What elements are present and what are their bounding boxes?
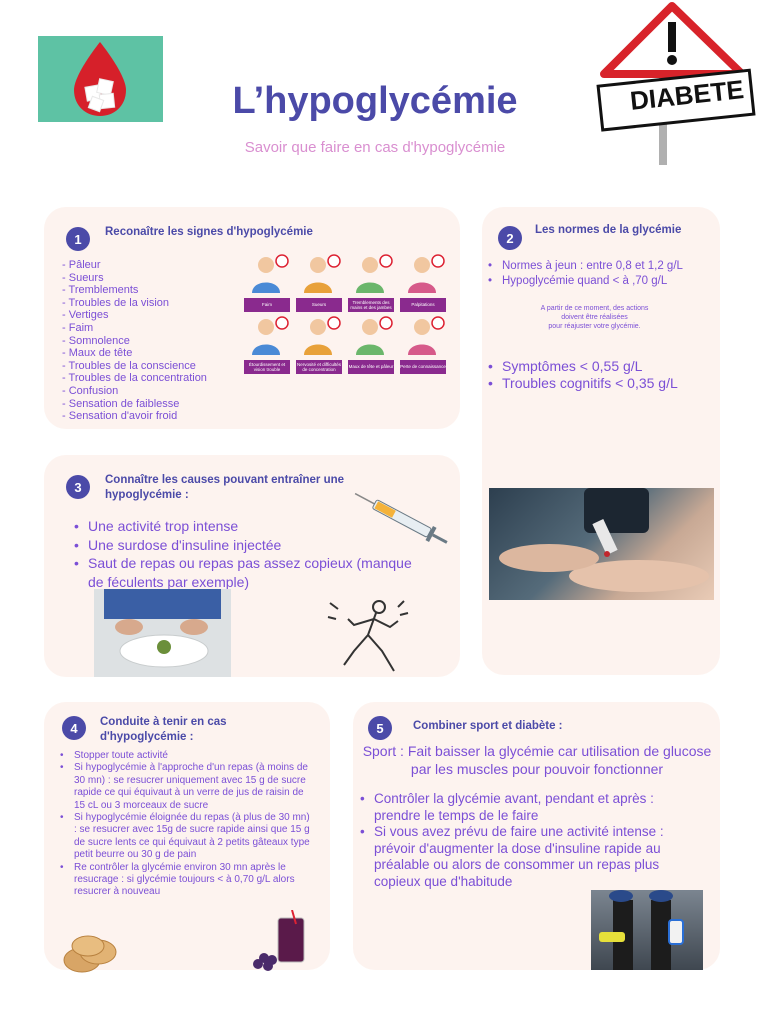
symptom-tile	[296, 315, 342, 373]
person-icon	[348, 315, 394, 355]
step-badge: 3	[66, 475, 90, 499]
sport-photo	[591, 890, 703, 970]
sign-item: - Troubles de la vision	[62, 297, 207, 310]
conduct-list	[60, 750, 312, 899]
person-icon	[244, 253, 290, 293]
card-causes	[44, 455, 460, 677]
action-note: A partir de ce moment, des actions doivent être réalisées pour réajuster votre glycémie.	[540, 305, 649, 330]
sign-item: - Troubles de la conscience	[62, 360, 207, 373]
symptom-tile-label: Maux de tête et pâleur	[348, 360, 394, 374]
symptom-tile-label: Perte de connaissance	[400, 360, 446, 374]
symptom-item: • Troubles cognitifs < 0,35 g/L	[488, 375, 678, 392]
grape-juice-icon	[252, 910, 324, 972]
sign-item: - Maux de tête	[62, 347, 207, 360]
symptom-tile-label: Sueurs	[296, 298, 342, 312]
symptom-tile-label: Nervosité et difficultés de concentration	[297, 361, 341, 372]
card-title: Connaître les causes pouvant entraîner une hypoglycémie :	[105, 474, 345, 501]
step-badge: 1	[66, 227, 90, 251]
conduct-item: • Si hypoglycémie éloignée du repas (à plus de 30 mn) : se resucrer avec 15g de sucre rapide ainsi que 15 g de sucre lents ce qui équivaut à 2 petits gâteaux type petit beurre ou 30 g de pain	[60, 812, 312, 862]
symptom-tile-label: Étourdissement et vision trouble	[244, 360, 290, 374]
card-signs	[44, 207, 460, 429]
step-badge: 2	[498, 226, 522, 250]
signs-list	[62, 259, 207, 423]
norm-item: • Hypoglycémie quand < à ,70 g/L	[488, 274, 683, 289]
cause-item: • Une surdose d'insuline injectée	[74, 536, 414, 555]
sport-item: • Si vous avez prévu de faire une activité intense : prévoir d'augmenter la dose d'insuline rapide au préalable ou alors de consommer un repas plus copieux que d'habitude	[360, 824, 690, 890]
symptoms-list	[488, 358, 678, 392]
symptom-tile-label: Faim	[244, 298, 290, 312]
sign-item: - Faim	[62, 322, 207, 335]
symptom-tile	[348, 253, 394, 311]
logo	[38, 36, 163, 122]
card-title: Reconaître les signes d'hypoglycémie	[105, 226, 313, 238]
sport-intro: Sport : Fait baisser la glycémie car utilisation de glucose par les muscles pour pouvoir fonctionner	[362, 743, 712, 777]
cause-item: • Une activité trop intense	[74, 517, 414, 536]
sign-item: - Vertiges	[62, 309, 207, 322]
symptom-tile	[244, 315, 290, 373]
sign-text: DIABETE	[628, 74, 746, 116]
sign-item: - Sensation de faiblesse	[62, 398, 207, 411]
page-title: L’hypoglycémie	[232, 80, 518, 122]
glucose-test-photo	[489, 488, 714, 600]
cause-item: • Saut de repas ou repas pas assez copieux (manque de féculents par exemple)	[74, 554, 414, 591]
blood-drop-icon	[38, 36, 163, 122]
card-conduct	[44, 702, 330, 970]
card-norms	[482, 207, 720, 675]
biscuits-icon	[60, 932, 120, 974]
symptom-tile	[400, 315, 446, 373]
symptom-tile-label: Tremblements des mains et des jambes	[348, 298, 394, 312]
symptom-tile	[400, 253, 446, 311]
card-sport	[353, 702, 720, 970]
sign-item: - Tremblements	[62, 284, 207, 297]
symptom-tile	[296, 253, 342, 311]
sign-item: - Troubles de la concentration	[62, 372, 207, 385]
card-title: Les normes de la glycémie	[535, 224, 682, 236]
sport-list	[360, 791, 690, 890]
symptom-tile	[244, 253, 290, 311]
runner-sketch-icon	[324, 593, 414, 677]
page-subtitle: Savoir que faire en cas d'hypoglycémie	[244, 139, 506, 156]
symptom-item: • Symptômes < 0,55 g/L	[488, 358, 678, 375]
conduct-item: • Stopper toute activité	[60, 750, 312, 762]
conduct-item: • Si hypoglycémie à l'approche d'un repas (à moins de 30 mn) : se resucrer uniquement avec 15 g de sucre rapide ce qui équivaut à un verre de jus de raisin de 15 cL ou 3 morceaux de sucre	[60, 762, 312, 812]
symptom-tile	[348, 315, 394, 373]
conduct-item: • Re contrôler la glycémie environ 30 mn après le resucrage : si glycémie toujours < à 0,70 g/L alors resucrer à nouveau	[60, 862, 312, 899]
norm-item: • Normes à jeun : entre 0,8 et 1,2 g/L	[488, 259, 683, 274]
person-icon	[348, 253, 394, 293]
card-title: Conduite à tenir en cas d'hypoglycémie :	[100, 716, 227, 743]
card-title: Combiner sport et diabète :	[413, 720, 563, 732]
step-badge: 5	[368, 716, 392, 740]
person-icon	[244, 315, 290, 355]
person-icon	[400, 253, 446, 293]
person-icon	[296, 253, 342, 293]
diabete-warning-sign	[592, 0, 762, 165]
causes-list	[74, 517, 414, 591]
symptom-illustrations	[244, 253, 454, 378]
sign-item: - Sueurs	[62, 272, 207, 285]
symptom-tile-label: Palpitations	[400, 298, 446, 312]
sport-item: • Contrôler la glycémie avant, pendant et après : prendre le temps de le faire	[360, 791, 690, 824]
sign-item: - Sensation d'avoir froid	[62, 410, 207, 423]
norms-list	[488, 259, 683, 289]
sign-item: - Confusion	[62, 385, 207, 398]
person-icon	[296, 315, 342, 355]
empty-plate-photo	[94, 589, 231, 677]
person-icon	[400, 315, 446, 355]
sign-item: - Somnolence	[62, 335, 207, 348]
sign-item: - Pâleur	[62, 259, 207, 272]
step-badge: 4	[62, 716, 86, 740]
